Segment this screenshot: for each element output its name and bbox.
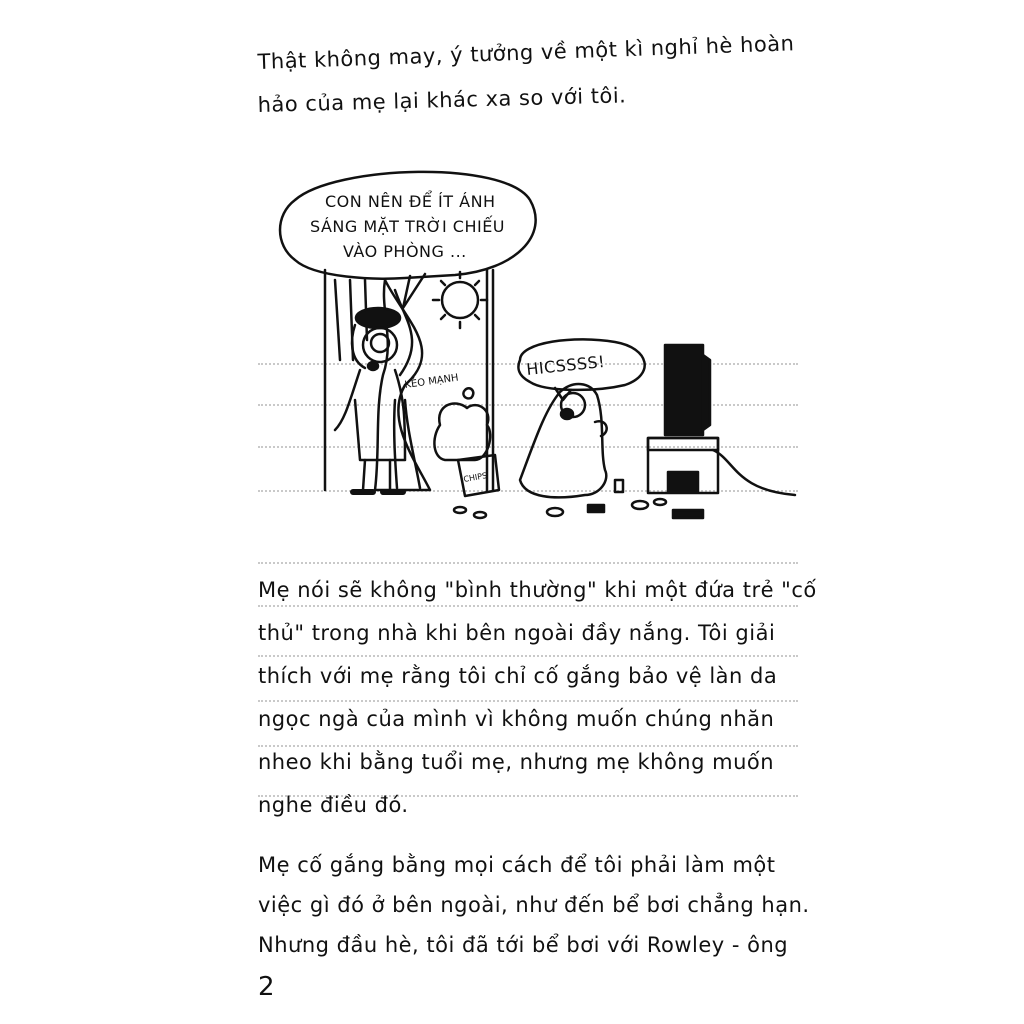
paragraph-2-line: thủ" trong nhà khi bên ngoài đầy nắng. Tôi giải bbox=[258, 621, 776, 645]
page-number: 2 bbox=[258, 972, 275, 1002]
chips-label: CHIPS bbox=[462, 470, 488, 484]
paragraph-2-line: thích với mẹ rằng tôi chỉ cố gắng bảo vệ làn da bbox=[258, 664, 778, 688]
tv-icon bbox=[665, 345, 703, 435]
sun-icon bbox=[442, 282, 478, 318]
sound-bubble-text: HICSSSS! bbox=[525, 351, 606, 379]
paragraph-2-line: nheo khi bằng tuổi mẹ, nhưng mẹ không muốn bbox=[258, 750, 775, 774]
paragraph-3-line: việc gì đó ở bên ngoài, như đến bể bơi chẳng hạn. bbox=[258, 893, 810, 917]
paragraph-3-line: Nhưng đầu hè, tôi đã tới bể bơi với Rowley - ông bbox=[258, 933, 789, 957]
paragraph-3-line: Mẹ cố gắng bằng mọi cách để tôi phải làm một bbox=[258, 853, 776, 877]
plant bbox=[434, 403, 490, 460]
comic-illustration bbox=[255, 160, 800, 530]
speech-bubble-line: CON NÊN ĐỂ ÍT ÁNH bbox=[325, 192, 496, 211]
paragraph-1-line: hảo của mẹ lại khác xa so với tôi. bbox=[257, 83, 627, 117]
ruled-line bbox=[258, 562, 798, 564]
curtain-label: KÉO MẠNH bbox=[403, 372, 460, 391]
speech-bubble-line: VÀO PHÒNG ... bbox=[343, 242, 467, 261]
paragraph-1-line: Thật không may, ý tưởng về một kì nghỉ hè hoàn bbox=[257, 31, 795, 74]
ruled-line bbox=[258, 655, 798, 657]
paragraph-2-line: nghe điều đó. bbox=[258, 793, 409, 817]
ruled-line bbox=[258, 700, 798, 702]
paragraph-2-line: Mẹ nói sẽ không "bình thường" khi một đứa trẻ "cố bbox=[258, 578, 817, 602]
mom-hair bbox=[356, 308, 400, 328]
speech-bubble-line: SÁNG MẶT TRỜI CHIẾU bbox=[310, 217, 506, 236]
ruled-line bbox=[258, 745, 798, 747]
mom-glasses bbox=[371, 334, 389, 352]
paragraph-2-line: ngọc ngà của mình vì không muốn chúng nhăn bbox=[258, 707, 775, 731]
ruled-line bbox=[258, 605, 798, 607]
